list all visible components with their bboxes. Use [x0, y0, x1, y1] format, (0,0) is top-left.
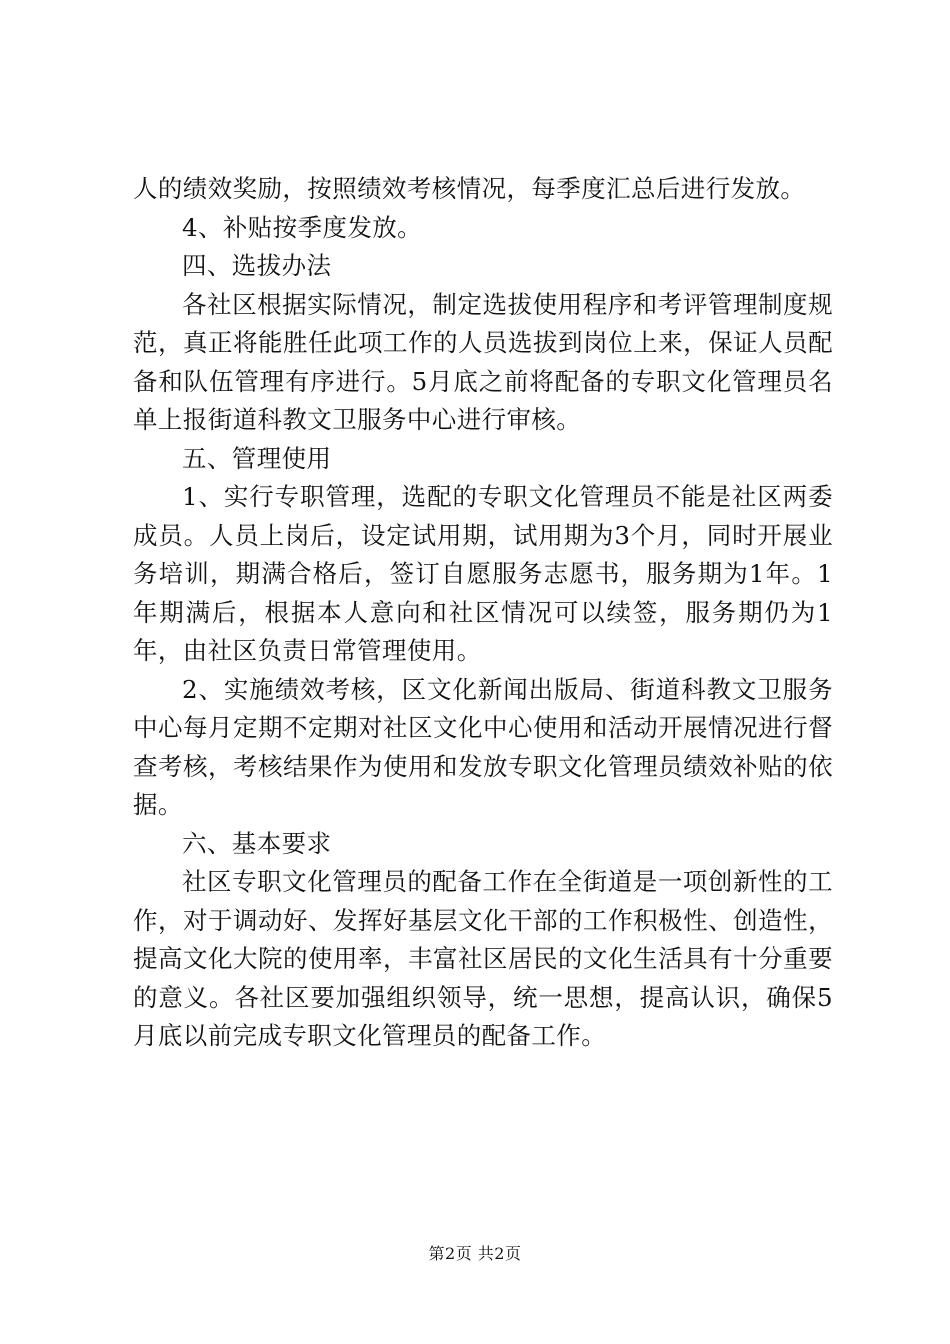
- document-body: [133, 170, 833, 1056]
- section-heading-management: 五、管理使用: [182, 443, 332, 473]
- section-heading-selection: 四、选拔办法: [182, 251, 332, 280]
- paragraph-fulltime-management: 1、实行专职管理，选配的专职文化管理员不能是社区两委成员。人员上岗后，设定试用期，试用期为3个月，同时开展业务培训，期满合格后，签订自愿服务志愿书，服务期为1年。1年期满后，根据本人意向和社区情况可以续签，服务期仍为1年，由社区负责日常管理使用。: [133, 482, 833, 665]
- paragraph-continuation: 人的绩效奖励，按照绩效考核情况，每季度汇总后进行发放。: [133, 174, 806, 203]
- page-number-footer: 第2页 共2页: [428, 1244, 522, 1263]
- paragraph-selection-method: 各社区根据实际情况，制定选拔使用程序和考评管理制度规范，真正将能胜任此项工作的人员选拔到岗位上来，保证人员配备和队伍管理有序进行。5月底之前将配备的专职文化管理员名单上报街道科教文卫服务中心进行审核。: [133, 289, 833, 434]
- paragraph-subsidy-schedule: 4、补贴按季度发放。: [182, 212, 423, 242]
- paragraph-basic-requirements: 社区专职文化管理员的配备工作在全街道是一项创新性的工作，对于调动好、发挥好基层文化干部的工作积极性、创造性，提高文化大院的使用率，丰富社区居民的文化生活具有十分重要的意义。各社区要加强组织领导，统一思想，提高认识，确保5月底以前完成专职文化管理员的配备工作。: [133, 867, 833, 1050]
- paragraph-performance-assessment: 2、实施绩效考核，区文化新闻出版局、街道科教文卫服务中心每月定期不定期对社区文化中心使用和活动开展情况进行督查考核，考核结果作为使用和发放专职文化管理员绩效补贴的依据。: [133, 674, 833, 819]
- section-heading-requirements: 六、基本要求: [182, 828, 332, 858]
